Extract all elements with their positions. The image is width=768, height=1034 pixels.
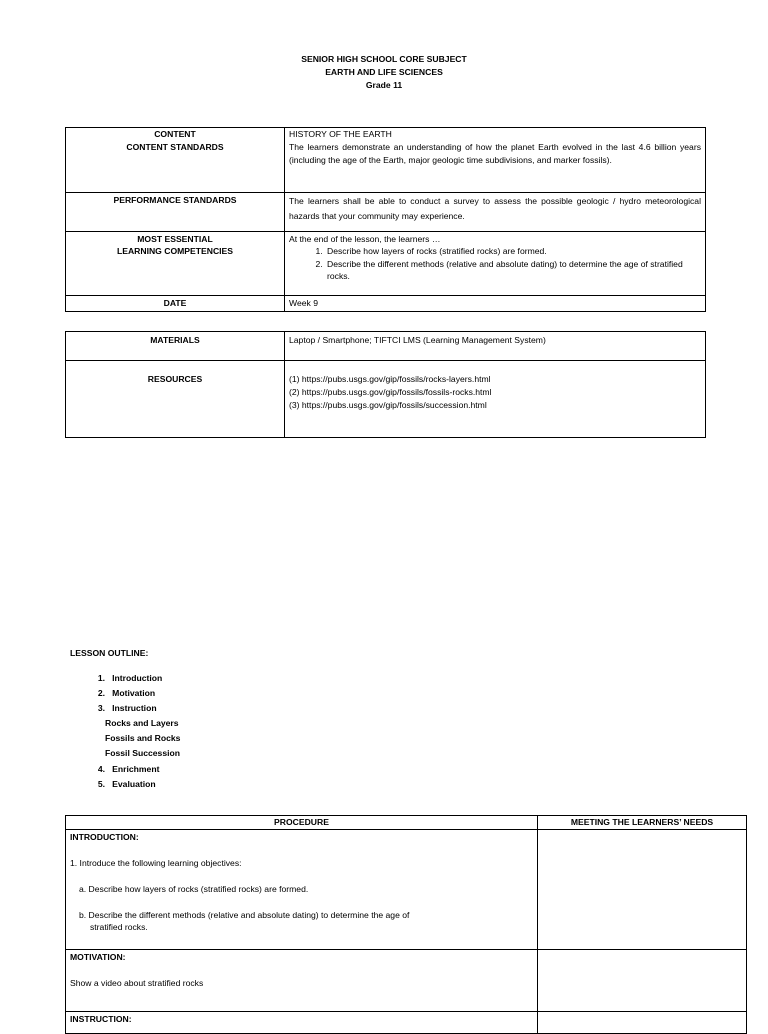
date-value: Week 9	[285, 295, 706, 311]
table-row	[66, 1012, 747, 1034]
list-item: 2. Describe the different methods (relative and absolute dating) to determine the age of stratified rocks.	[325, 258, 701, 283]
content-standards-value: The learners demonstrate an understanding of how the planet Earth evolved in the last 4.6 billion years (including the age of the Earth, major geologic time subdivisions, and marker fossils).	[289, 142, 701, 165]
lesson-outline-list	[70, 671, 180, 792]
lesson-outline-title: LESSON OUTLINE:	[70, 648, 149, 658]
introduction-line: 1. Introduce the following learning objectives:	[70, 858, 242, 868]
table-row	[66, 332, 706, 361]
mel-label-cell	[66, 231, 285, 295]
standards-table	[65, 127, 706, 312]
performance-standards-label: PERFORMANCE STANDARDS	[66, 192, 285, 231]
introduction-cell	[66, 830, 538, 950]
list-item: 1. Introduction	[97, 673, 163, 683]
resources-label: RESOURCES	[66, 361, 285, 438]
content-label: CONTENT	[154, 129, 196, 139]
list-item: 3. Instruction	[97, 703, 157, 714]
materials-label: MATERIALS	[66, 332, 285, 361]
doc-title-line2: EARTH AND LIFE SCIENCES	[325, 67, 443, 77]
table-row	[66, 816, 747, 830]
mel-list	[289, 245, 701, 283]
mel-value-cell	[285, 231, 706, 295]
procedure-table	[65, 815, 747, 1034]
table-row	[66, 295, 706, 311]
mel-label-line1: MOST ESSENTIAL	[137, 233, 213, 244]
motivation-cell	[66, 950, 538, 1012]
instruction-heading: INSTRUCTION:	[70, 1014, 132, 1024]
motivation-needs-cell	[538, 950, 747, 1012]
doc-title-line1: SENIOR HIGH SCHOOL CORE SUBJECT	[301, 54, 467, 64]
resource-link-3[interactable]: (3) https://pubs.usgs.gov/gip/fossils/succession.html	[289, 400, 487, 410]
table-row	[66, 830, 747, 950]
list-item: 2. Motivation	[97, 688, 156, 699]
table-row	[66, 950, 747, 1012]
table-row	[66, 192, 706, 231]
objective-a: a. Describe how layers of rocks (stratified rocks) are formed.	[79, 884, 309, 894]
table-row	[66, 128, 706, 193]
list-item: Rocks and Layers	[105, 718, 179, 729]
list-item: 5. Evaluation	[97, 778, 156, 789]
instruction-cell	[66, 1012, 538, 1034]
date-label: DATE	[66, 295, 285, 311]
motivation-heading: MOTIVATION:	[70, 952, 126, 962]
table-row	[66, 231, 706, 295]
procedure-header: PROCEDURE	[66, 816, 538, 830]
content-value: HISTORY OF THE EARTH	[289, 129, 392, 139]
list-item: Fossil Succession	[105, 748, 180, 759]
learners-needs-header: MEETING THE LEARNERS’ NEEDS	[538, 816, 747, 830]
introduction-needs-cell	[538, 830, 747, 950]
resource-link-2[interactable]: (2) https://pubs.usgs.gov/gip/fossils/fossils-rocks.html	[289, 387, 492, 397]
motivation-text: Show a video about stratified rocks	[70, 978, 204, 988]
content-value-cell	[285, 128, 706, 193]
doc-title-grade: Grade 11	[365, 80, 403, 90]
list-item: 1. Describe how layers of rocks (stratified rocks) are formed.	[325, 245, 701, 258]
list-item: 4. Enrichment	[97, 763, 160, 774]
objective-b-line2: stratified rocks.	[90, 922, 148, 932]
resource-link-1[interactable]: (1) https://pubs.usgs.gov/gip/fossils/rocks-layers.html	[289, 374, 491, 384]
resources-cell	[285, 361, 706, 438]
content-cell	[66, 128, 285, 193]
mel-label-line2: LEARNING COMPETENCIES	[116, 246, 234, 256]
performance-standards-value: The learners shall be able to conduct a survey to assess the possible geologic / hydro meteorological hazards that your community may experience.	[285, 192, 706, 231]
content-standards-label: CONTENT STANDARDS	[126, 142, 224, 152]
table-row	[66, 361, 706, 438]
instruction-needs-cell	[538, 1012, 747, 1034]
introduction-heading: INTRODUCTION:	[70, 832, 139, 842]
objective-b-line1: b. Describe the different methods (relative and absolute dating) to determine the age of	[79, 910, 410, 920]
materials-table	[65, 331, 706, 438]
mel-intro: At the end of the lesson, the learners …	[289, 233, 441, 244]
list-item: Fossils and Rocks	[105, 733, 181, 744]
materials-value: Laptop / Smartphone; TIFTCI LMS (Learning Management System)	[285, 332, 706, 361]
